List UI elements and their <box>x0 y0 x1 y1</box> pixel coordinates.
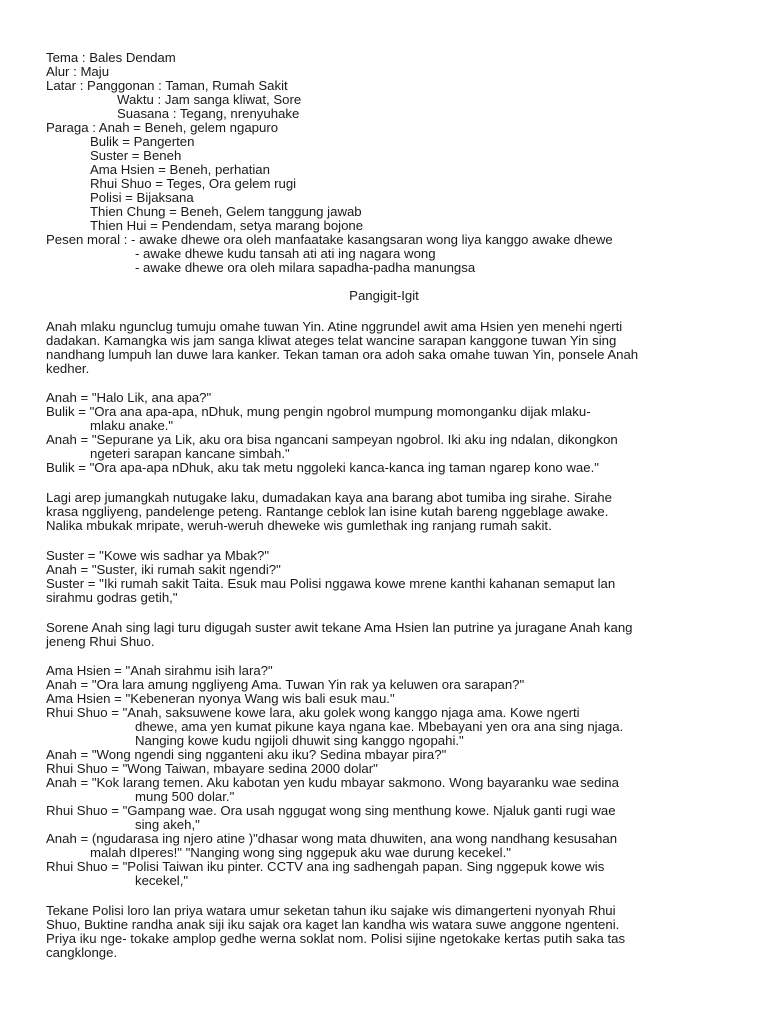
dialogue-line: Anah = "Wong ngendi sing ngganteni aku iku? Sedina mbayar pira?" <box>46 747 447 762</box>
story-line: Shuo, Buktine randha anak siji iku sajak ora kaget lan kandha wis watara suwe anggone ngenteni. <box>46 917 620 932</box>
story-line: Nalika mbukak mripate, weruh-weruh dheweke wis gumlethak ing ranjang rumah sakit. <box>46 518 552 533</box>
dialogue-line: Anah = "Halo Lik, ana apa?" <box>46 390 212 405</box>
dialogue-line: Anah = "Suster, iki rumah sakit ngendi?" <box>46 562 281 577</box>
waktu-line: Waktu : Jam sanga kliwat, Sore <box>117 92 302 107</box>
pesen-moral-item: - awake dhewe kudu tansah ati ati ing nagara wong <box>135 246 436 261</box>
story-line: Sorene Anah sing lagi turu digugah suster awit tekane Ama Hsien lan putrine ya juragane Anah kang <box>46 620 633 635</box>
dialogue-line: Bulik = "Ora apa-apa nDhuk, aku tak metu nggoleki kanca-kanca ing taman ngarep kono wae." <box>46 460 599 475</box>
section-title: Pangigit-Igit <box>349 288 419 303</box>
story-line: jeneng Rhui Shuo. <box>46 634 155 649</box>
latar-line: Latar : Panggonan : Taman, Rumah Sakit <box>46 78 288 93</box>
dialogue-line: ngeteri sarapan kancane simbah." <box>90 446 290 461</box>
story-line: Tekane Polisi loro lan priya watara umur seketan tahun iku sajake wis dimangerteni nyonyah Rhui <box>46 903 616 918</box>
dialogue-line: dhewe, ama yen kumat pikune kaya ngana kae. Mbebayani yen ora ana sing njaga. <box>135 719 624 734</box>
dialogue-line: Rhui Shuo = "Polisi Taiwan iku pinter. CCTV ana ing sadhengah papan. Sing nggepuk kowe wis <box>46 859 605 874</box>
dialogue-line: Anah = "Ora lara amung nggliyeng Ama. Tuwan Yin rak ya keluwen ora sarapan?" <box>46 677 525 692</box>
story-line: Priya iku nge- tokake amplop gedhe werna soklat nom. Polisi sijine ngetokake kertas putih saka tas <box>46 931 626 946</box>
dialogue-line: kecekel," <box>135 873 189 888</box>
paraga-item: Rhui Shuo = Teges, Ora gelem rugi <box>90 176 297 191</box>
dialogue-line: Suster = "Kowe wis sadhar ya Mbak?" <box>46 548 270 563</box>
suasana-line: Suasana : Tegang, nrenyuhake <box>117 106 300 121</box>
dialogue-line: Rhui Shuo = "Gampang wae. Ora usah nggugat wong sing menthung kowe. Njaluk ganti rugi wae <box>46 803 616 818</box>
paraga-item: Suster = Beneh <box>90 148 182 163</box>
paraga-item: Ama Hsien = Beneh, perhatian <box>90 162 270 177</box>
paraga-item: Thien Chung = Beneh, Gelem tanggung jawab <box>90 204 362 219</box>
story-line: Anah mlaku ngunclug tumuju omahe tuwan Yin. Atine nggrundel awit ama Hsien yen menehi ngerti <box>46 319 623 334</box>
story-line: Lagi arep jumangkah nutugake laku, dumadakan kaya ana barang abot tumiba ing sirahe. Sirahe <box>46 490 612 505</box>
dialogue-line: Rhui Shuo = "Anah, saksuwene kowe lara, aku golek wong kanggo njaga ama. Kowe ngerti <box>46 705 580 720</box>
tema-line: Tema : Bales Dendam <box>46 50 176 65</box>
paraga-heading: Paraga : Anah = Beneh, gelem ngapuro <box>46 120 279 135</box>
paraga-item: Thien Hui = Pendendam, setya marang bojone <box>90 218 364 233</box>
dialogue-line: Ama Hsien = "Anah sirahmu isih lara?" <box>46 663 273 678</box>
dialogue-line: mung 500 dolar." <box>135 789 235 804</box>
dialogue-line: Nanging kowe kudu ngijoli dhuwit sing kanggo ngopahi." <box>135 733 464 748</box>
story-line: dadakan. Kamangka wis jam sanga kliwat ateges telat wancine sarapan kanggone tuwan Yin sing <box>46 333 617 348</box>
dialogue-line: sing akeh," <box>135 817 200 832</box>
dialogue-line: mlaku anake." <box>90 418 174 433</box>
story-line: nandhang lumpuh lan duwe lara kanker. Tekan taman ora adoh saka omahe tuwan Yin, ponsele Anah <box>46 347 639 362</box>
story-line: cangklonge. <box>46 945 118 960</box>
pesen-moral-line: Pesen moral : - awake dhewe ora oleh manfaatake kasangsaran wong liya kanggo awake dhewe <box>46 232 613 247</box>
dialogue-line: sirahmu godras getih," <box>46 590 178 605</box>
dialogue-line: Bulik = "Ora ana apa-apa, nDhuk, mung pengin ngobrol mumpung momonganku dijak mlaku- <box>46 404 591 419</box>
alur-line: Alur : Maju <box>46 64 110 79</box>
pesen-moral-item: - awake dhewe ora oleh milara sapadha-padha manungsa <box>135 260 476 275</box>
dialogue-line: malah dIperes!" "Nanging wong sing nggepuk aku wae durung kecekel." <box>90 845 511 860</box>
dialogue-line: Ama Hsien = "Kebeneran nyonya Wang wis bali esuk mau." <box>46 691 395 706</box>
dialogue-line: Anah = "Kok larang temen. Aku kabotan yen kudu mbayar sakmono. Wong bayaranku wae sedina <box>46 775 619 790</box>
dialogue-line: Suster = "Iki rumah sakit Taita. Esuk mau Polisi nggawa kowe mrene kanthi kahanan semaput lan <box>46 576 616 591</box>
dialogue-line: Anah = (ngudarasa ing njero atine )"dhasar wong mata dhuwiten, ana wong nandhang kesusahan <box>46 831 618 846</box>
dialogue-line: Rhui Shuo = "Wong Taiwan, mbayare sedina 2000 dolar" <box>46 761 378 776</box>
paraga-item: Polisi = Bijaksana <box>90 190 194 205</box>
paraga-item: Bulik = Pangerten <box>90 134 195 149</box>
dialogue-line: Anah = "Sepurane ya Lik, aku ora bisa ngancani sampeyan ngobrol. Iki aku ing ndalan, dikongkon <box>46 432 618 447</box>
story-line: kedher. <box>46 361 90 376</box>
story-line: krasa nggliyeng, pandelenge peteng. Rantange ceblok lan isine kutah bareng nggeblage awake. <box>46 504 609 519</box>
